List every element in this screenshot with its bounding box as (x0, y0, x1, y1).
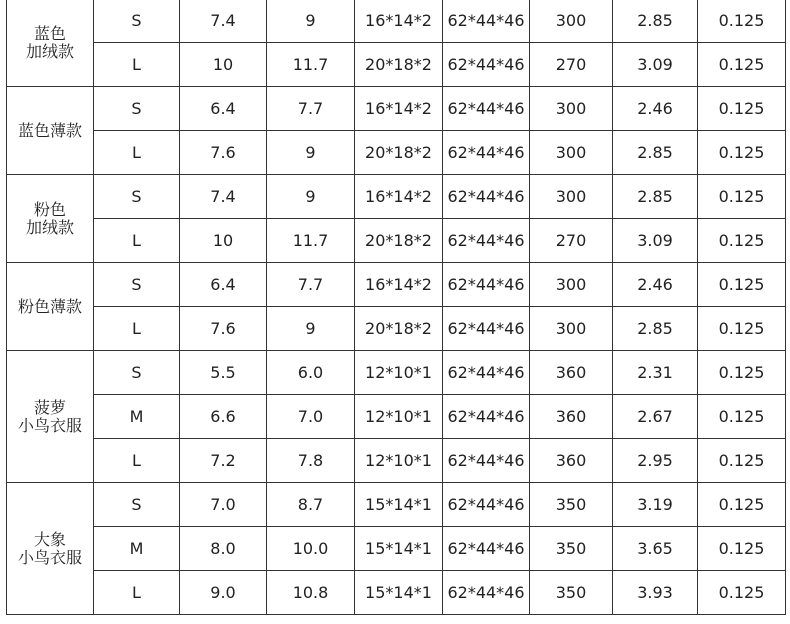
carton-size-cell: 62*44*46 (443, 131, 530, 175)
net-weight-cell: 10 (180, 219, 267, 263)
size-cell: M (94, 527, 180, 571)
net-weight-cell: 9.0 (180, 571, 267, 615)
carton-weight-cell: 2.46 (613, 263, 698, 307)
quantity-cell: 270 (530, 219, 613, 263)
carton-size-cell: 62*44*46 (443, 527, 530, 571)
volume-cell: 0.125 (698, 527, 786, 571)
quantity-cell: 270 (530, 43, 613, 87)
carton-weight-cell: 2.67 (613, 395, 698, 439)
quantity-cell: 300 (530, 0, 613, 43)
net-weight-cell: 10 (180, 43, 267, 87)
carton-size-cell: 62*44*46 (443, 307, 530, 351)
net-weight-cell: 8.0 (180, 527, 267, 571)
volume-cell: 0.125 (698, 351, 786, 395)
product-name-line: 粉色 (33, 199, 66, 219)
table-row (7, 219, 786, 263)
spec-table-body (7, 0, 786, 615)
quantity-cell: 350 (530, 527, 613, 571)
product-name-cell (7, 483, 94, 615)
carton-weight-cell: 2.31 (613, 351, 698, 395)
product-name-line: 加绒款 (25, 217, 74, 237)
net-weight-cell: 7.6 (180, 131, 267, 175)
size-cell: L (94, 131, 180, 175)
product-name-cell (7, 351, 94, 483)
size-cell: L (94, 43, 180, 87)
quantity-cell: 360 (530, 395, 613, 439)
table-row (7, 351, 786, 395)
carton-weight-cell: 2.85 (613, 307, 698, 351)
carton-size-cell: 62*44*46 (443, 395, 530, 439)
size-cell: L (94, 307, 180, 351)
gross-weight-cell: 10.8 (267, 571, 355, 615)
product-name-line: 粉色薄款 (17, 296, 82, 316)
carton-size-cell: 62*44*46 (443, 175, 530, 219)
carton-weight-cell: 3.19 (613, 483, 698, 527)
size-cell: S (94, 263, 180, 307)
product-size-cell: 16*14*2 (355, 263, 443, 307)
quantity-cell: 300 (530, 307, 613, 351)
product-size-cell: 12*10*1 (355, 395, 443, 439)
gross-weight-cell: 9 (267, 175, 355, 219)
carton-weight-cell: 3.93 (613, 571, 698, 615)
product-size-cell: 20*18*2 (355, 131, 443, 175)
gross-weight-cell: 9 (267, 0, 355, 43)
product-name-line: 小鸟衣服 (17, 415, 82, 435)
volume-cell: 0.125 (698, 0, 786, 43)
volume-cell: 0.125 (698, 263, 786, 307)
product-name-cell (7, 263, 94, 351)
gross-weight-cell: 9 (267, 307, 355, 351)
volume-cell: 0.125 (698, 219, 786, 263)
table-row (7, 571, 786, 615)
carton-size-cell: 62*44*46 (443, 43, 530, 87)
carton-weight-cell: 2.85 (613, 131, 698, 175)
size-cell: S (94, 175, 180, 219)
product-name-line: 菠萝 (33, 397, 66, 417)
table-row (7, 527, 786, 571)
net-weight-cell: 7.4 (180, 0, 267, 43)
net-weight-cell: 6.4 (180, 87, 267, 131)
carton-weight-cell: 2.46 (613, 87, 698, 131)
quantity-cell: 300 (530, 263, 613, 307)
table-row (7, 131, 786, 175)
volume-cell: 0.125 (698, 307, 786, 351)
volume-cell: 0.125 (698, 439, 786, 483)
volume-cell: 0.125 (698, 87, 786, 131)
product-name-line: 加绒款 (25, 41, 74, 61)
gross-weight-cell: 7.8 (267, 439, 355, 483)
size-cell: S (94, 351, 180, 395)
size-cell: S (94, 483, 180, 527)
net-weight-cell: 7.2 (180, 439, 267, 483)
product-size-cell: 15*14*1 (355, 571, 443, 615)
carton-size-cell: 62*44*46 (443, 439, 530, 483)
volume-cell: 0.125 (698, 131, 786, 175)
carton-weight-cell: 3.65 (613, 527, 698, 571)
gross-weight-cell: 7.0 (267, 395, 355, 439)
volume-cell: 0.125 (698, 571, 786, 615)
size-cell: L (94, 571, 180, 615)
product-size-cell: 15*14*1 (355, 527, 443, 571)
net-weight-cell: 7.6 (180, 307, 267, 351)
carton-size-cell: 62*44*46 (443, 571, 530, 615)
carton-weight-cell: 2.95 (613, 439, 698, 483)
size-cell: L (94, 439, 180, 483)
product-size-cell: 16*14*2 (355, 0, 443, 43)
product-name-line: 大象 (33, 529, 66, 549)
product-spec-table (6, 0, 786, 615)
volume-cell: 0.125 (698, 43, 786, 87)
carton-size-cell: 62*44*46 (443, 0, 530, 43)
product-size-cell: 20*18*2 (355, 219, 443, 263)
quantity-cell: 300 (530, 175, 613, 219)
table-row (7, 395, 786, 439)
table-row (7, 43, 786, 87)
product-size-cell: 20*18*2 (355, 43, 443, 87)
size-cell: S (94, 87, 180, 131)
net-weight-cell: 6.6 (180, 395, 267, 439)
carton-weight-cell: 3.09 (613, 219, 698, 263)
table-row (7, 439, 786, 483)
carton-weight-cell: 2.85 (613, 175, 698, 219)
carton-size-cell: 62*44*46 (443, 263, 530, 307)
volume-cell: 0.125 (698, 395, 786, 439)
quantity-cell: 360 (530, 439, 613, 483)
gross-weight-cell: 11.7 (267, 43, 355, 87)
quantity-cell: 300 (530, 87, 613, 131)
table-row (7, 175, 786, 219)
product-name-line: 蓝色薄款 (17, 120, 82, 140)
product-size-cell: 16*14*2 (355, 87, 443, 131)
gross-weight-cell: 11.7 (267, 219, 355, 263)
quantity-cell: 350 (530, 483, 613, 527)
quantity-cell: 360 (530, 351, 613, 395)
table-row (7, 263, 786, 307)
gross-weight-cell: 9 (267, 131, 355, 175)
quantity-cell: 350 (530, 571, 613, 615)
size-cell: S (94, 0, 180, 43)
product-name-line: 小鸟衣服 (17, 547, 82, 567)
product-name-cell (7, 87, 94, 175)
net-weight-cell: 7.4 (180, 175, 267, 219)
carton-weight-cell: 3.09 (613, 43, 698, 87)
gross-weight-cell: 8.7 (267, 483, 355, 527)
size-cell: L (94, 219, 180, 263)
table-row (7, 87, 786, 131)
gross-weight-cell: 7.7 (267, 87, 355, 131)
product-name-cell (7, 175, 94, 263)
product-size-cell: 20*18*2 (355, 307, 443, 351)
product-size-cell: 16*14*2 (355, 175, 443, 219)
gross-weight-cell: 7.7 (267, 263, 355, 307)
volume-cell: 0.125 (698, 483, 786, 527)
product-name-cell (7, 0, 94, 87)
volume-cell: 0.125 (698, 175, 786, 219)
table-row (7, 483, 786, 527)
size-cell: M (94, 395, 180, 439)
carton-size-cell: 62*44*46 (443, 351, 530, 395)
table-row (7, 0, 786, 43)
quantity-cell: 300 (530, 131, 613, 175)
product-name-line: 蓝色 (33, 23, 66, 43)
net-weight-cell: 6.4 (180, 263, 267, 307)
carton-weight-cell: 2.85 (613, 0, 698, 43)
gross-weight-cell: 10.0 (267, 527, 355, 571)
product-size-cell: 12*10*1 (355, 351, 443, 395)
carton-size-cell: 62*44*46 (443, 219, 530, 263)
carton-size-cell: 62*44*46 (443, 87, 530, 131)
net-weight-cell: 7.0 (180, 483, 267, 527)
product-size-cell: 12*10*1 (355, 439, 443, 483)
product-size-cell: 15*14*1 (355, 483, 443, 527)
carton-size-cell: 62*44*46 (443, 483, 530, 527)
net-weight-cell: 5.5 (180, 351, 267, 395)
table-row (7, 307, 786, 351)
gross-weight-cell: 6.0 (267, 351, 355, 395)
